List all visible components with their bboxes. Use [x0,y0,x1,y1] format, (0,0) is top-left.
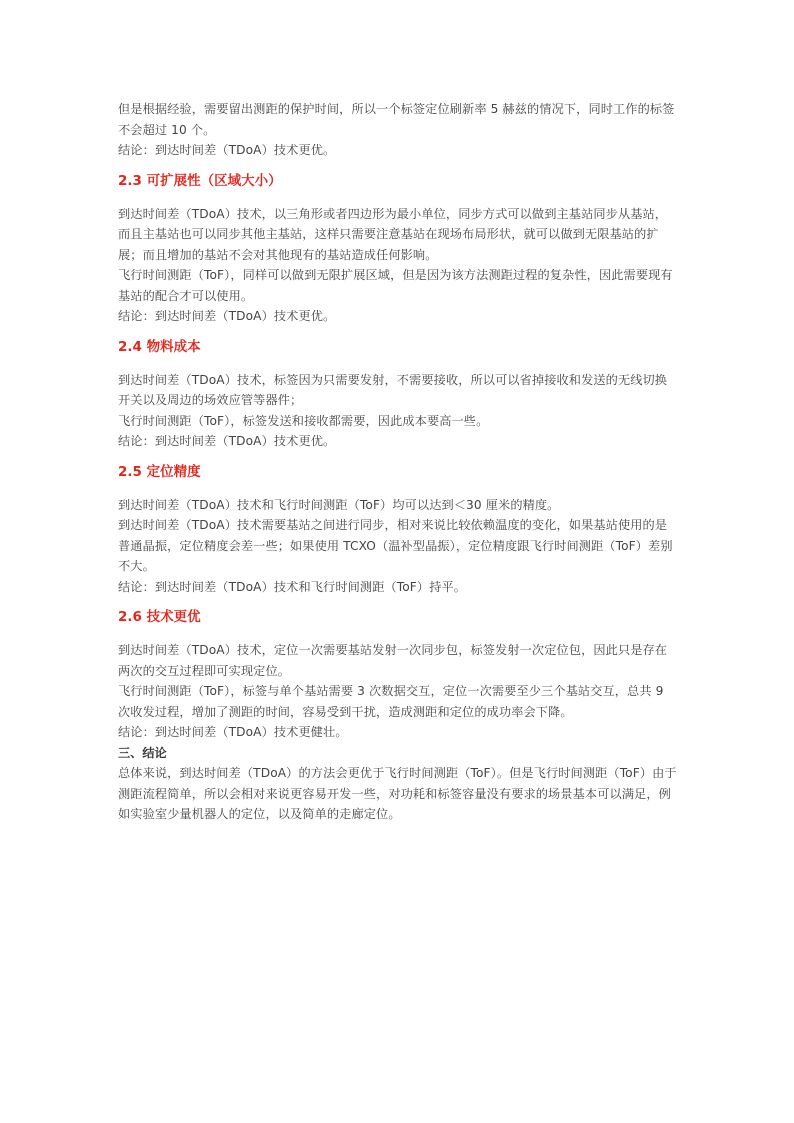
s24-paragraph-1: 到达时间差（TDoA）技术，标签因为只需要发射，不需要接收，所以可以省掉接收和发送的无线切换开关以及周边的场效应管等器件； [118,372,668,407]
s26-paragraph-1: 到达时间差（TDoA）技术，定位一次需要基站发射一次同步包，标签发射一次定位包，因此只是存在两次的交互过程即可实现定位。 [118,643,668,678]
s26-conclusion: 结论：到达时间差（TDoA）技术更健壮。 [118,725,348,739]
s24-conclusion: 结论：到达时间差（TDoA）技术更优。 [118,434,336,448]
conclusion-heading: 三、结论 [118,745,167,760]
s25-paragraph-1: 到达时间差（TDoA）技术和飞行时间测距（ToF）均可以达到＜30 厘米的精度。 [118,497,560,512]
section-heading-2-6: 2.6 技术更优 [118,609,201,625]
s25-conclusion: 结论：到达时间差（TDoA）技术和飞行时间测距（ToF）持平。 [118,579,467,594]
s25-paragraph-2: 到达时间差（TDoA）技术需要基站之间进行同步，相对来说比较依赖温度的变化，如果基站使用的是普通晶振，定位精度会差一些；如果使用 TCXO（温补型晶振），定位精度跟飞行时间测距（ToF）差别不大。 [118,518,673,573]
section-heading-2-3: 2.3 可扩展性（区域大小） [118,172,282,189]
s23-conclusion: 结论：到达时间差（TDoA）技术更优。 [118,309,336,323]
s23-paragraph-1: 到达时间差（TDoA）技术，以三角形或者四边形为最小单位，同步方式可以做到主基站同步从基站，而且主基站也可以同步其他主基站，这样只需要注意基站在现场布局形状，就可以做到无限基站的扩展；而且增加的基站不会对其他现有的基站造成任何影响。 [118,206,668,262]
section-heading-2-5: 2.5 定位精度 [118,463,201,480]
section-heading-2-4: 2.4 物料成本 [118,338,201,355]
s23-paragraph-2: 飞行时间测距（ToF），同样可以做到无限扩展区域，但是因为该方法测距过程的复杂性，因此需要现有基站的配合才可以使用。 [118,268,673,303]
conclusion-paragraph: 总体来说，到达时间差（TDoA）的方法会更优于飞行时间测距（ToF）。但是飞行时间测距（ToF）由于测距流程简单，所以会相对来说更容易开发一些，对功耗和标签容量没有要求的场景基本可以满足，例如实验室少量机器人的定位，以及简单的走廊定位。 [118,766,677,821]
s26-paragraph-2: 飞行时间测距（ToF），标签与单个基站需要 3 次数据交互，定位一次需要至少三个基站交互，总共 9 次收发过程，增加了测距的时间，容易受到干扰，造成测距和定位的成功率会下降。 [118,684,664,719]
intro-paragraph: 但是根据经验，需要留出测距的保护时间，所以一个标签定位刷新率 5 赫兹的情况下，同时工作的标签不会超过 10 个。 [118,102,675,137]
s24-paragraph-2: 飞行时间测距（ToF），标签发送和接收都需要，因此成本要高一些。 [118,413,489,428]
intro-conclusion: 结论：到达时间差（TDoA）技术更优。 [118,143,336,157]
